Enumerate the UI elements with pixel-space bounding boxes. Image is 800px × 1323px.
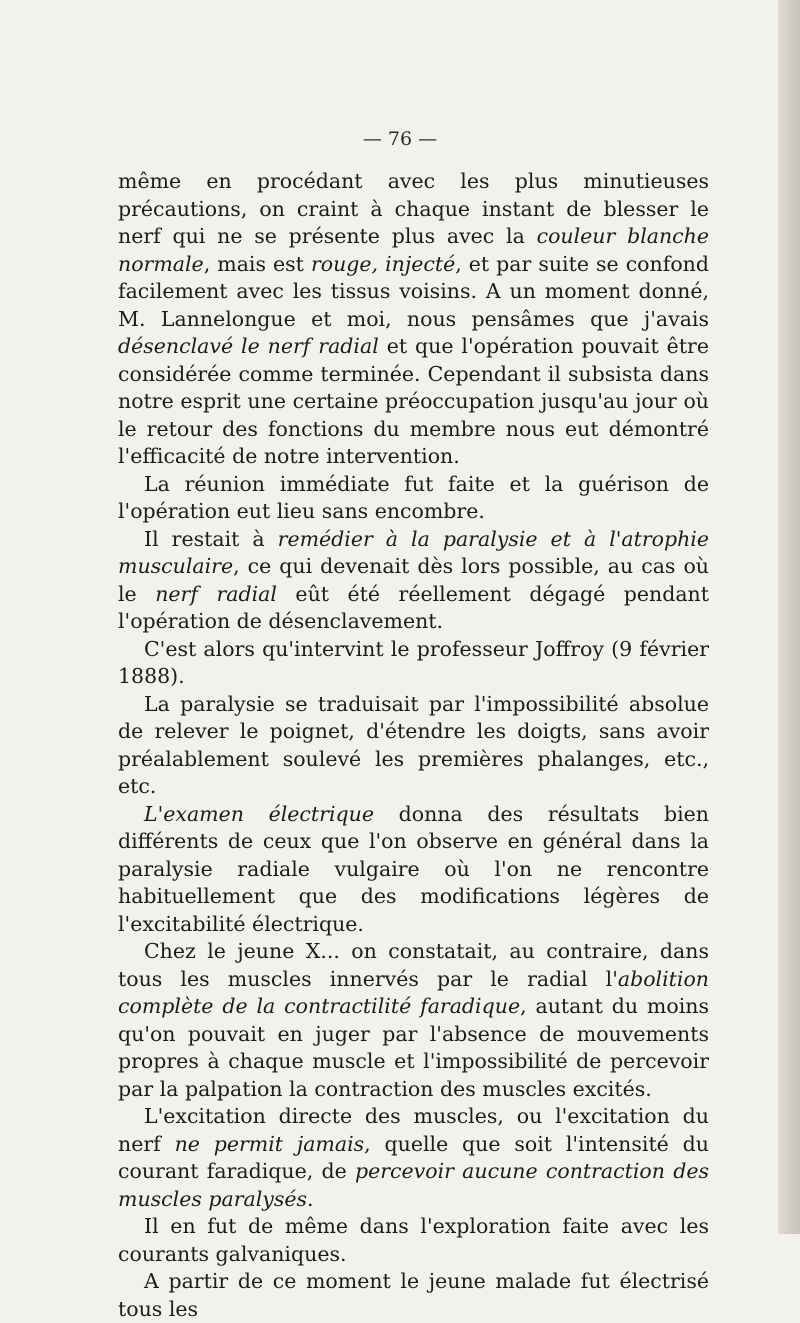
italic-text: L'examen électrique: [144, 801, 374, 826]
text-run: .: [307, 1186, 314, 1211]
text-run: Il en fut de même dans l'exploration faite avec les courants galvaniques.: [118, 1214, 709, 1266]
italic-text: ne permit jamais: [174, 1131, 365, 1156]
text-run: , ce qui devenait dès lors possible, au cas où le: [118, 554, 709, 606]
text-run: Chez le jeune X... on constatait, au contraire, dans tous les muscles innervés par le radial l': [118, 939, 709, 991]
paragraph: [118, 168, 709, 471]
text-run: La réunion immédiate fut faite et la guérison de l'opération eut lieu sans encombre.: [118, 471, 709, 523]
text-run: même en procédant avec les plus minutieuses précautions, on craint à chaque instant de blesser le nerf qui ne se présente plus avec la: [118, 169, 709, 248]
paragraph: [118, 526, 709, 636]
italic-text: couleur blanche normale: [118, 224, 709, 276]
paragraph: [118, 1268, 709, 1323]
paragraph: [118, 636, 709, 691]
italic-text: abolition complète de la contractilité faradique: [118, 966, 709, 1018]
text-run: , quelle que soit l'intensité du courant faradique, de: [118, 1131, 709, 1183]
paragraph: [118, 1213, 709, 1268]
italic-text: remédier à la paralysie et à l'atrophie musculaire: [118, 526, 709, 578]
text-run: C'est alors qu'intervint le professeur Joffroy (9 février 1888).: [118, 636, 709, 688]
text-run: A partir de ce moment le jeune malade fut électrisé tous les: [118, 1269, 709, 1321]
text-run: donna des résultats bien différents de ceux que l'on observe en général dans la paralysie radiale vulgaire où l'on ne rencontre habituellement que des modifications légères de l'excitabilité électrique.: [118, 801, 709, 936]
text-run: et que l'opération pouvait être considérée comme terminée. Cependant il subsista dans notre esprit une certaine préoccupation jusqu'au jour où le retour des fonctions du membre nous eut démontré l'efficacité de notre intervention.: [118, 334, 709, 468]
paragraph: [118, 1103, 709, 1213]
paragraph: [118, 471, 709, 526]
italic-text: percevoir aucune contraction des muscles paralysés: [118, 1159, 709, 1211]
text-run: eût été réellement dégagé pendant l'opération de désenclavement.: [118, 581, 709, 633]
text-run: La paralysie se traduisait par l'impossibilité absolue de relever le poignet, d'étendre les doigts, sans avoir préalablement soulevé les premières phalanges, etc., etc.: [118, 691, 709, 798]
text-run: Il restait à: [144, 526, 278, 551]
paragraph: [118, 691, 709, 801]
italic-text: nerf radial: [155, 581, 277, 606]
text-run: , et par suite se confond facilement avec les tissus voisins. A un moment donné, M. Lannelongue et moi, nous pensâmes que j'avais: [118, 251, 709, 331]
italic-text: désenclavé le nerf radial: [118, 334, 379, 358]
page-number: — 76 —: [362, 128, 438, 150]
text-run: L'excitation directe des muscles, ou l'excitation du nerf: [118, 1104, 709, 1156]
paragraph: [118, 801, 709, 939]
text-run: , mais est: [203, 251, 311, 276]
text-run: , autant du moins qu'on pouvait en juger par l'absence de mouvements propres à chaque muscle et l'impossibilité de percevoir par la palpation la contraction des muscles excités.: [118, 994, 709, 1101]
body-text: [118, 168, 709, 1323]
italic-text: rouge, injecté: [310, 251, 456, 276]
page-edge-shadow: [778, 0, 800, 1234]
paragraph: [118, 938, 709, 1103]
